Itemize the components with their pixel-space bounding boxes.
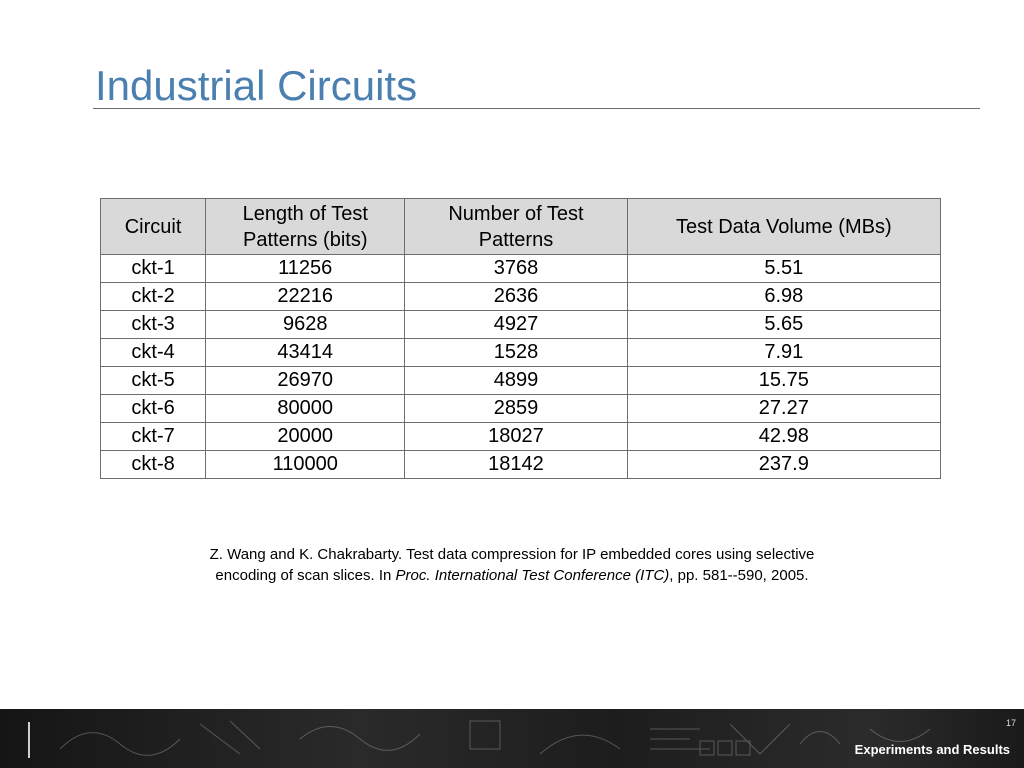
cell-volume: 5.51	[627, 255, 940, 283]
cell-count: 18142	[405, 451, 627, 479]
cell-count: 2859	[405, 395, 627, 423]
header-data-volume: Test Data Volume (MBs)	[627, 199, 940, 255]
footer-band	[0, 709, 1024, 768]
cell-length: 43414	[206, 339, 405, 367]
cell-volume: 27.27	[627, 395, 940, 423]
cell-length: 20000	[206, 423, 405, 451]
cell-volume: 5.65	[627, 311, 940, 339]
table-row	[101, 255, 941, 283]
table-row	[101, 367, 941, 395]
cell-circuit: ckt-1	[101, 255, 206, 283]
cell-circuit: ckt-3	[101, 311, 206, 339]
table-row	[101, 311, 941, 339]
cell-volume: 42.98	[627, 423, 940, 451]
header-pattern-length: Length of Test Patterns (bits)	[206, 199, 405, 255]
header-circuit: Circuit	[101, 199, 206, 255]
header-pattern-count: Number of Test Patterns	[405, 199, 627, 255]
cell-circuit: ckt-4	[101, 339, 206, 367]
cell-volume: 6.98	[627, 283, 940, 311]
cell-count: 2636	[405, 283, 627, 311]
cell-count: 1528	[405, 339, 627, 367]
citation	[120, 544, 904, 586]
cell-length: 22216	[206, 283, 405, 311]
cell-volume: 7.91	[627, 339, 940, 367]
table-header-row	[101, 199, 941, 255]
table-row	[101, 283, 941, 311]
citation-venue: Proc. International Test Conference (ITC)	[395, 567, 670, 584]
cell-count: 3768	[405, 255, 627, 283]
cell-volume: 15.75	[627, 367, 940, 395]
cell-count: 18027	[405, 423, 627, 451]
citation-pages-year: , pp. 581--590, 2005.	[669, 567, 809, 584]
cell-circuit: ckt-7	[101, 423, 206, 451]
results-table	[100, 198, 941, 479]
slide-number: 17	[1005, 718, 1016, 728]
cell-length: 9628	[206, 311, 405, 339]
slide-title: Industrial Circuits	[95, 62, 418, 109]
table-row	[101, 451, 941, 479]
cell-length: 110000	[206, 451, 405, 479]
cell-circuit: ckt-2	[101, 283, 206, 311]
citation-authors-title: Z. Wang and K. Chakrabarty. Test data compression for IP embedded cores using selective	[209, 546, 815, 563]
cell-count: 4899	[405, 367, 627, 395]
cell-length: 11256	[206, 255, 405, 283]
footer-accent-bar	[28, 722, 30, 758]
cell-length: 26970	[206, 367, 405, 395]
table-row	[101, 339, 941, 367]
table-row	[101, 395, 941, 423]
cell-volume: 237.9	[627, 451, 940, 479]
citation-title-end: encoding of scan slices. In	[215, 567, 396, 584]
cell-circuit: ckt-5	[101, 367, 206, 395]
cell-length: 80000	[206, 395, 405, 423]
cell-circuit: ckt-6	[101, 395, 206, 423]
table-row	[101, 423, 941, 451]
chalkboard-texture	[0, 709, 1024, 768]
cell-count: 4927	[405, 311, 627, 339]
cell-circuit: ckt-8	[101, 451, 206, 479]
section-label: Experiments and Results	[854, 742, 1010, 757]
title-divider	[93, 108, 980, 109]
